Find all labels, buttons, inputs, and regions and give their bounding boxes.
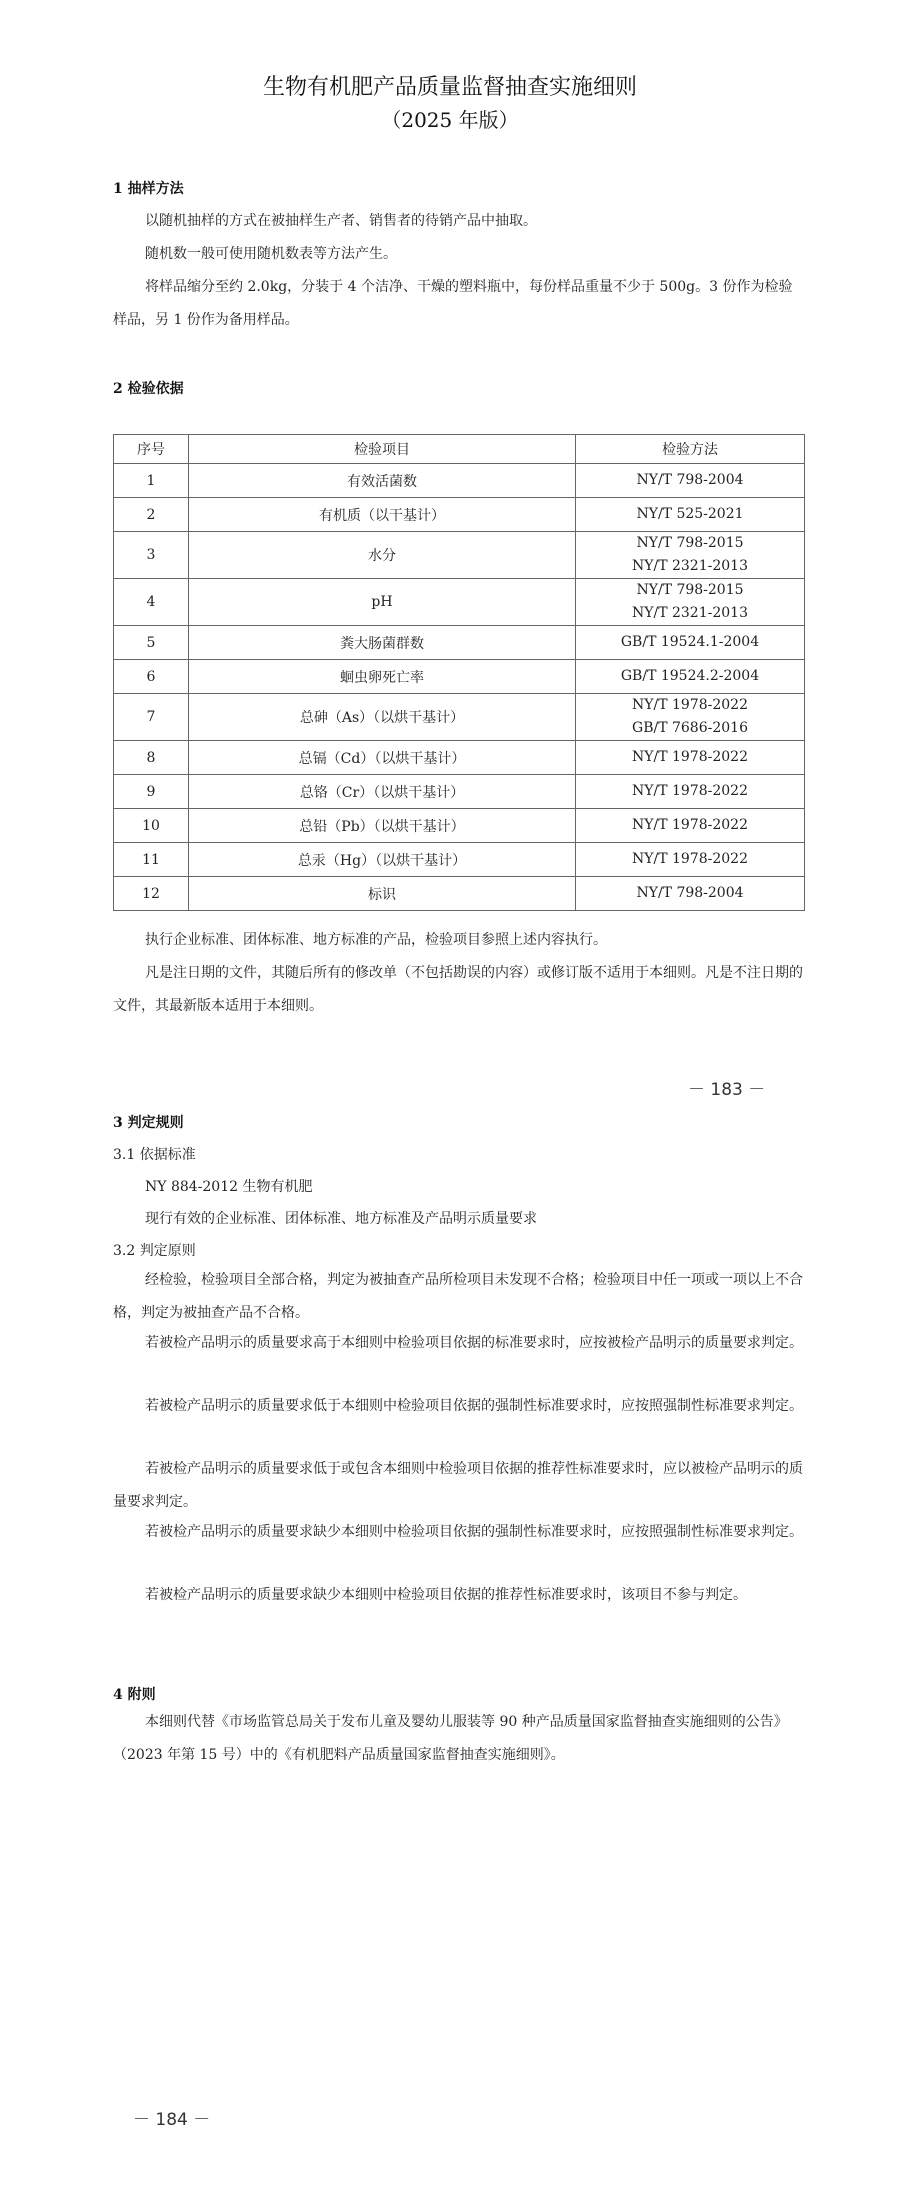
method-line: NY/T 1978-2022 — [632, 851, 748, 867]
method-line: NY/T 2321-2013 — [632, 558, 748, 574]
cell-method — [576, 741, 805, 775]
method-line: NY/T 1978-2022 — [632, 749, 748, 765]
cell-method — [576, 809, 805, 843]
cell-no: 12 — [114, 877, 189, 911]
section-3-heading: 3 判定规则 — [113, 1115, 184, 1131]
standard-line-2: 现行有效的企业标准、团体标准、地方标准及产品明示质量要求 — [145, 1211, 537, 1227]
cell-method — [576, 775, 805, 809]
table-row — [114, 660, 805, 694]
method-line: NY/T 1978-2022 — [632, 697, 748, 713]
rule-5: 若被检产品明示的质量要求缺少本细则中检验项目依据的强制性标准要求时，应按照强制性标准要求判定。 — [145, 1524, 803, 1540]
method-line: NY/T 1978-2022 — [632, 817, 748, 833]
cell-method — [576, 464, 805, 498]
section-4-heading: 4 附则 — [113, 1687, 156, 1703]
method-line: NY/T 2321-2013 — [632, 605, 748, 621]
cell-no: 9 — [114, 775, 189, 809]
rule-1: 经检验，检验项目全部合格，判定为被抽查产品所检项目未发现不合格；检验项目中任一项或一项以上不合格，判定为被抽查产品不合格。 — [113, 1272, 803, 1321]
method-line: GB/T 19524.2-2004 — [620, 668, 760, 684]
cell-method — [576, 532, 805, 579]
header-item: 检验项目 — [189, 435, 576, 464]
section-2-note-1: 执行企业标准、团体标准、地方标准的产品，检验项目参照上述内容执行。 — [145, 932, 607, 948]
cell-item: 标识 — [189, 877, 576, 911]
cell-item: 水分 — [189, 532, 576, 579]
header-no: 序号 — [114, 435, 189, 464]
method-line: GB/T 19524.1-2004 — [620, 634, 760, 650]
cell-item: 有机质（以干基计） — [189, 498, 576, 532]
cell-item: 总铅（Pb）（以烘干基计） — [189, 809, 576, 843]
cell-no: 2 — [114, 498, 189, 532]
document-title: 生物有机肥产品质量监督抽查实施细则 — [262, 75, 637, 100]
section-2-heading: 2 检验依据 — [113, 381, 184, 397]
standard-line-1: NY 884-2012 生物有机肥 — [145, 1179, 313, 1195]
table-body — [114, 464, 805, 911]
cell-no: 11 — [114, 843, 189, 877]
method-line: NY/T 798-2004 — [636, 885, 744, 901]
cell-method — [576, 843, 805, 877]
table-row — [114, 809, 805, 843]
header-method: 检验方法 — [576, 435, 805, 464]
cell-item: 总铬（Cr）（以烘干基计） — [189, 775, 576, 809]
table-row — [114, 579, 805, 626]
section-1-paragraph-1: 以随机抽样的方式在被抽样生产者、销售者的待销产品中抽取。 — [145, 213, 537, 229]
table-row — [114, 498, 805, 532]
table-header-row — [114, 435, 805, 464]
cell-method — [576, 694, 805, 741]
cell-method — [576, 626, 805, 660]
table-row — [114, 626, 805, 660]
cell-no: 7 — [114, 694, 189, 741]
cell-item: pH — [189, 579, 576, 626]
rule-2: 若被检产品明示的质量要求高于本细则中检验项目依据的标准要求时，应按被检产品明示的质量要求判定。 — [145, 1335, 803, 1351]
cell-item: 总砷（As）（以烘干基计） — [189, 694, 576, 741]
method-line: NY/T 798-2015 — [636, 535, 744, 551]
section-1-paragraph-3: 将样品缩分至约 2.0kg，分装于 4 个洁净、干燥的塑料瓶中，每份样品重量不少于 500g。3 份作为检验样品，另 1 份作为备用样品。 — [113, 279, 793, 328]
table-row — [114, 694, 805, 741]
cell-item: 总汞（Hg）（以烘干基计） — [189, 843, 576, 877]
cell-no: 5 — [114, 626, 189, 660]
document-edition: （2025 年版） — [381, 108, 519, 132]
cell-method — [576, 498, 805, 532]
cell-item: 总镉（Cd）（以烘干基计） — [189, 741, 576, 775]
cell-no: 6 — [114, 660, 189, 694]
rule-3: 若被检产品明示的质量要求低于本细则中检验项目依据的强制性标准要求时，应按照强制性标准要求判定。 — [145, 1398, 803, 1414]
subsection-3-2: 3.2 判定原则 — [113, 1243, 196, 1259]
cell-no: 3 — [114, 532, 189, 579]
page-number-184: － 184 － — [133, 2110, 211, 2130]
table-row — [114, 532, 805, 579]
table-row — [114, 464, 805, 498]
rule-4: 若被检产品明示的质量要求低于或包含本细则中检验项目依据的推荐性标准要求时，应以被检产品明示的质量要求判定。 — [113, 1461, 803, 1510]
cell-method — [576, 579, 805, 626]
cell-method — [576, 660, 805, 694]
section-2-note-2: 凡是注日期的文件，其随后所有的修改单（不包括勘误的内容）或修订版不适用于本细则。凡是不注日期的文件，其最新版本适用于本细则。 — [113, 965, 803, 1014]
table-row — [114, 775, 805, 809]
section-4-paragraph: 本细则代替《市场监管总局关于发布儿童及婴幼儿服装等 90 种产品质量国家监督抽查实施细则的公告》（2023 年第 15 号）中的《有机肥料产品质量国家监督抽查实施细则》。 — [113, 1714, 788, 1763]
method-line: NY/T 798-2004 — [636, 472, 744, 488]
rule-6: 若被检产品明示的质量要求缺少本细则中检验项目依据的推荐性标准要求时，该项目不参与判定。 — [145, 1587, 747, 1603]
cell-no: 1 — [114, 464, 189, 498]
cell-item: 有效活菌数 — [189, 464, 576, 498]
table-row — [114, 877, 805, 911]
method-line: GB/T 7686-2016 — [632, 720, 748, 736]
cell-no: 8 — [114, 741, 189, 775]
method-line: NY/T 525-2021 — [636, 506, 744, 522]
cell-item: 粪大肠菌群数 — [189, 626, 576, 660]
section-1-paragraph-2: 随机数一般可使用随机数表等方法产生。 — [145, 246, 397, 262]
cell-no: 10 — [114, 809, 189, 843]
method-line: NY/T 798-2015 — [636, 582, 744, 598]
page-number-183: － 183 － — [688, 1080, 766, 1100]
cell-method — [576, 877, 805, 911]
method-line: NY/T 1978-2022 — [632, 783, 748, 799]
section-1-heading: 1 抽样方法 — [113, 181, 184, 197]
table-row — [114, 741, 805, 775]
inspection-table — [113, 434, 805, 911]
table-row — [114, 843, 805, 877]
cell-no: 4 — [114, 579, 189, 626]
cell-item: 蛔虫卵死亡率 — [189, 660, 576, 694]
subsection-3-1: 3.1 依据标准 — [113, 1147, 196, 1163]
